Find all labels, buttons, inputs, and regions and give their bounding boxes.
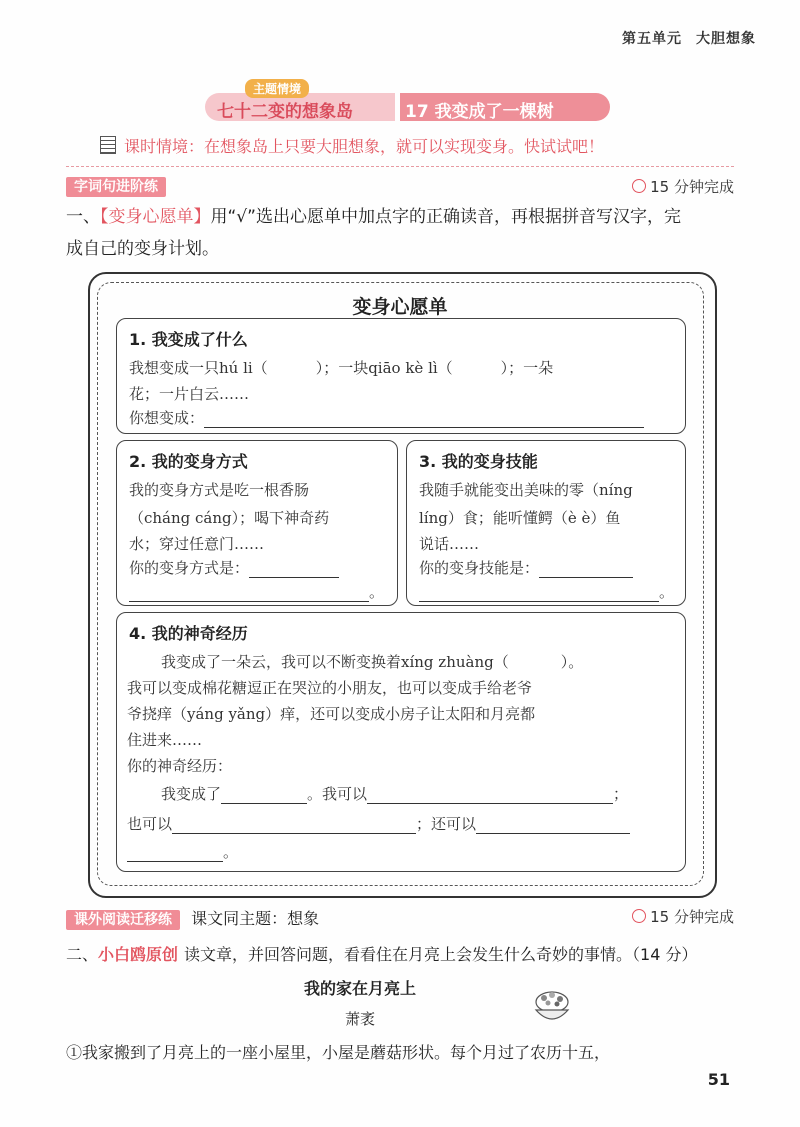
section1-timer-text: 15 分钟完成 <box>650 178 734 196</box>
card-what-i-became <box>116 318 686 434</box>
card4-line7a: 也可以 <box>127 815 173 833</box>
card2-line5 <box>129 581 384 602</box>
alarm-clock-icon <box>632 909 646 923</box>
answer-line-became[interactable] <box>221 788 307 804</box>
card4-line2: 我可以变成棉花糖逗正在哭泣的小朋友，也可以变成手给老爷 <box>127 679 533 697</box>
card4-line3: 爷挠痒（yáng yǎng）痒，还可以变成小房子让太阳和月亮都 <box>127 705 536 723</box>
card2-line1: 我的变身方式是吃一根香肠 <box>129 481 310 499</box>
card2-end: 。 <box>369 583 385 601</box>
card4-line1 <box>161 651 583 672</box>
question1-line2: 成自己的变身计划。 <box>66 239 219 259</box>
card3-title: 3. 我的变身技能 <box>419 452 538 471</box>
card4-line7 <box>127 813 630 834</box>
section2-header <box>66 906 319 929</box>
card3-line4-label: 你的变身技能是： <box>419 559 540 577</box>
question2 <box>66 938 697 972</box>
answer-line-also[interactable] <box>172 818 416 834</box>
card4-line7b: ；还可以 <box>416 815 477 833</box>
card1-line3-label: 你想变成： <box>129 409 205 427</box>
card2-line4-label: 你的变身方式是： <box>129 559 250 577</box>
article-title: 我的家在月亮上 <box>303 979 416 998</box>
card4-line4: 住进来…… <box>127 731 203 749</box>
card4-line1a: 我变成了一朵云，我可以不断变换着xíng zhuàng（ <box>161 653 509 671</box>
article-paragraph-1: ①我家搬到了月亮上的一座小屋里，小屋是蘑菇形状。每个月过了农历十五， <box>66 1043 611 1062</box>
notebook-icon <box>100 136 116 154</box>
unit-label: 第五单元 <box>622 31 682 47</box>
card2-line4 <box>129 557 339 578</box>
card3-line1: 我随手就能变出美味的零（níng <box>419 481 633 499</box>
card1-line1a: 我想变成一只hú li（ <box>129 359 268 377</box>
wishlist-title: 变身心愿单 <box>352 296 448 318</box>
card1-line1 <box>129 357 553 378</box>
answer-line-end[interactable] <box>127 846 223 862</box>
card1-title: 1. 我变成了什么 <box>129 330 248 349</box>
section1-header <box>66 176 166 196</box>
card-magic-experience <box>116 612 686 872</box>
alarm-clock-icon <box>632 179 646 193</box>
card1-line1b: ）；一块qiāo kè lì（ <box>315 359 453 377</box>
section2-subtitle: 课文同主题：想象 <box>191 909 320 928</box>
banner-left-title: 七十二变的想象岛 <box>217 102 353 122</box>
banner-right-title: 17 我变成了一棵树 <box>405 102 554 122</box>
card4-line1b: ）。 <box>560 653 584 671</box>
page-number: 51 <box>707 1070 730 1089</box>
card2-line2: （cháng cáng）；喝下神奇药 <box>129 509 330 527</box>
card3-line3: 说话…… <box>419 535 480 553</box>
answer-line-can[interactable] <box>367 788 613 804</box>
answer-line-become[interactable] <box>204 412 644 428</box>
decorative-bowl-icon <box>530 988 574 1028</box>
card4-line8 <box>127 841 238 862</box>
card-transform-method <box>116 440 398 606</box>
card3-line5 <box>419 581 674 602</box>
lesson-situation <box>100 134 604 157</box>
answer-line-method-2[interactable] <box>129 586 369 602</box>
answer-line-skill-2[interactable] <box>419 586 659 602</box>
card1-line2: 花；一片白云…… <box>129 385 250 403</box>
theme-banner <box>205 82 610 122</box>
card2-title: 2. 我的变身方式 <box>129 452 248 471</box>
card4-line6a: 我变成了 <box>161 785 222 803</box>
card3-end: 。 <box>659 583 675 601</box>
card4-title: 4. 我的神奇经历 <box>129 624 248 643</box>
card1-line3 <box>129 407 644 428</box>
card-transform-skill <box>406 440 686 606</box>
question1-line1 <box>66 200 681 234</box>
card3-line2: líng）食；能听懂鳄（è è）鱼 <box>419 509 621 527</box>
card4-end: 。 <box>223 843 239 861</box>
q2-prefix: 二、 <box>66 945 99 964</box>
card2-line3: 水；穿过任意门…… <box>129 535 265 553</box>
card4-line6b: 。我可以 <box>307 785 368 803</box>
unit-theme: 大胆想象 <box>696 31 756 47</box>
q2-tag: 小白鸥原创 <box>98 945 179 964</box>
divider <box>66 166 734 167</box>
q1-prefix: 一、 <box>66 207 100 227</box>
card3-line4 <box>419 557 633 578</box>
card4-line5: 你的神奇经历： <box>127 757 233 775</box>
card4-line6c: ； <box>613 785 629 803</box>
section1-timer <box>632 176 734 197</box>
page-header <box>608 28 756 48</box>
section2-timer-text: 15 分钟完成 <box>650 908 734 926</box>
section1-tag: 字词句进阶练 <box>66 177 166 197</box>
answer-line-still[interactable] <box>476 818 630 834</box>
section2-timer <box>632 906 734 927</box>
answer-line-method-1[interactable] <box>249 562 339 578</box>
article-author: 萧袤 <box>344 1010 375 1028</box>
card4-line6 <box>161 783 628 804</box>
q1-tag: 【变身心愿单】 <box>100 207 211 227</box>
q2-text: 读文章，并回答问题，看看住在月亮上会发生什么奇妙的事情。（14 分） <box>184 945 698 964</box>
q1-text1: 用“√”选出心愿单中加点字的正确读音，再根据拼音写汉字，完 <box>210 207 681 227</box>
section2-tag: 课外阅读迁移练 <box>66 910 180 930</box>
banner-tag: 主题情境 <box>245 79 309 98</box>
answer-line-skill-1[interactable] <box>539 562 633 578</box>
situation-text: 课时情境：在想象岛上只要大胆想象，就可以实现变身。快试试吧！ <box>124 137 605 156</box>
card1-line1c: ）；一朵 <box>500 359 554 377</box>
